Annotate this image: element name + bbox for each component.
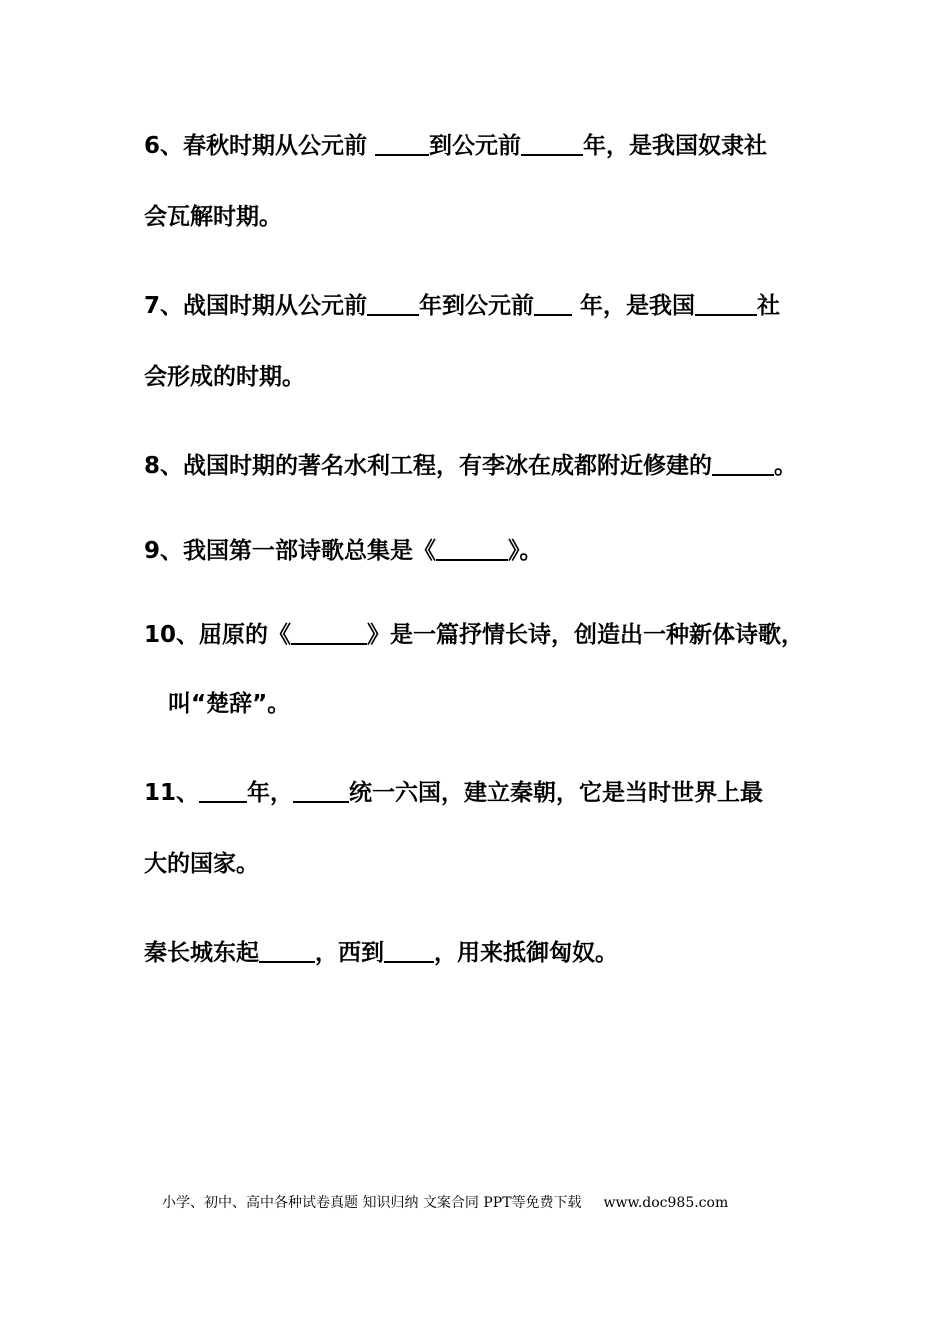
question-7-text-c: 年，是我国	[572, 293, 696, 319]
question-12-text-c: ，用来抵御匈奴。	[434, 940, 618, 966]
question-10-line-1	[144, 620, 804, 647]
question-6-text-c: 年，是我国奴隶社	[583, 133, 768, 159]
question-12-blank-1	[259, 938, 315, 963]
question-12-line-1	[144, 938, 618, 965]
question-6-blank-1	[375, 131, 429, 156]
question-9-text-a: 9、我国第一部诗歌总集是《	[144, 538, 437, 564]
page-footer	[162, 1192, 728, 1212]
question-10-blank-1	[291, 620, 367, 645]
question-11-blank-2	[293, 778, 349, 803]
question-10-line-2: 叫“楚辞”。	[168, 691, 291, 717]
question-9-text-b: 》。	[508, 538, 543, 564]
question-6-line-2: 会瓦解时期。	[144, 204, 282, 230]
question-11-text-a: 11、	[144, 780, 200, 806]
question-12-text-b: ，西到	[315, 940, 384, 966]
question-7-blank-2	[534, 291, 572, 316]
question-7-line-1	[144, 291, 780, 318]
question-11-text-b: 年，	[247, 780, 294, 806]
question-6-text-a: 6、春秋时期从公元前	[144, 133, 376, 159]
footer-text: 小学、初中、高中各种试卷真题 知识归纳 文案合同 PPT等免费下载	[162, 1195, 582, 1211]
question-7-text-a: 7、战国时期从公元前	[144, 293, 368, 319]
question-11-text-c: 统一六国，建立秦朝，它是当时世界上最	[349, 780, 764, 806]
question-10-text-a: 10、屈原的《	[144, 622, 292, 648]
question-8-line-1	[144, 451, 797, 478]
question-9-blank-1	[436, 536, 508, 561]
question-7-blank-1	[367, 291, 419, 316]
question-6-line-1	[144, 131, 767, 158]
question-11-line-1	[144, 778, 763, 805]
question-12-text-a: 秦长城东起	[144, 940, 259, 966]
question-11-blank-1	[199, 778, 247, 803]
question-8-text-b: 。	[774, 453, 798, 479]
question-7-text-d: 社	[757, 293, 781, 319]
question-6-blank-2	[521, 131, 583, 156]
question-7-blank-3	[695, 291, 757, 316]
question-6-text-b: 到公元前	[429, 133, 522, 159]
question-12-blank-2	[384, 938, 434, 963]
question-8-blank-1	[712, 451, 774, 476]
question-7-line-2: 会形成的时期。	[144, 364, 305, 390]
question-9-line-1	[144, 536, 543, 563]
question-7-text-b: 年到公元前	[419, 293, 535, 319]
footer-site-link[interactable]: www.doc985.com	[603, 1195, 729, 1211]
question-8-text-a: 8、战国时期的著名水利工程，有李冰在成都附近修建的	[144, 453, 713, 479]
question-10-text-b: 》是一篇抒情长诗，创造出一种新体诗歌，	[367, 622, 805, 648]
question-11-line-2: 大的国家。	[144, 851, 259, 877]
